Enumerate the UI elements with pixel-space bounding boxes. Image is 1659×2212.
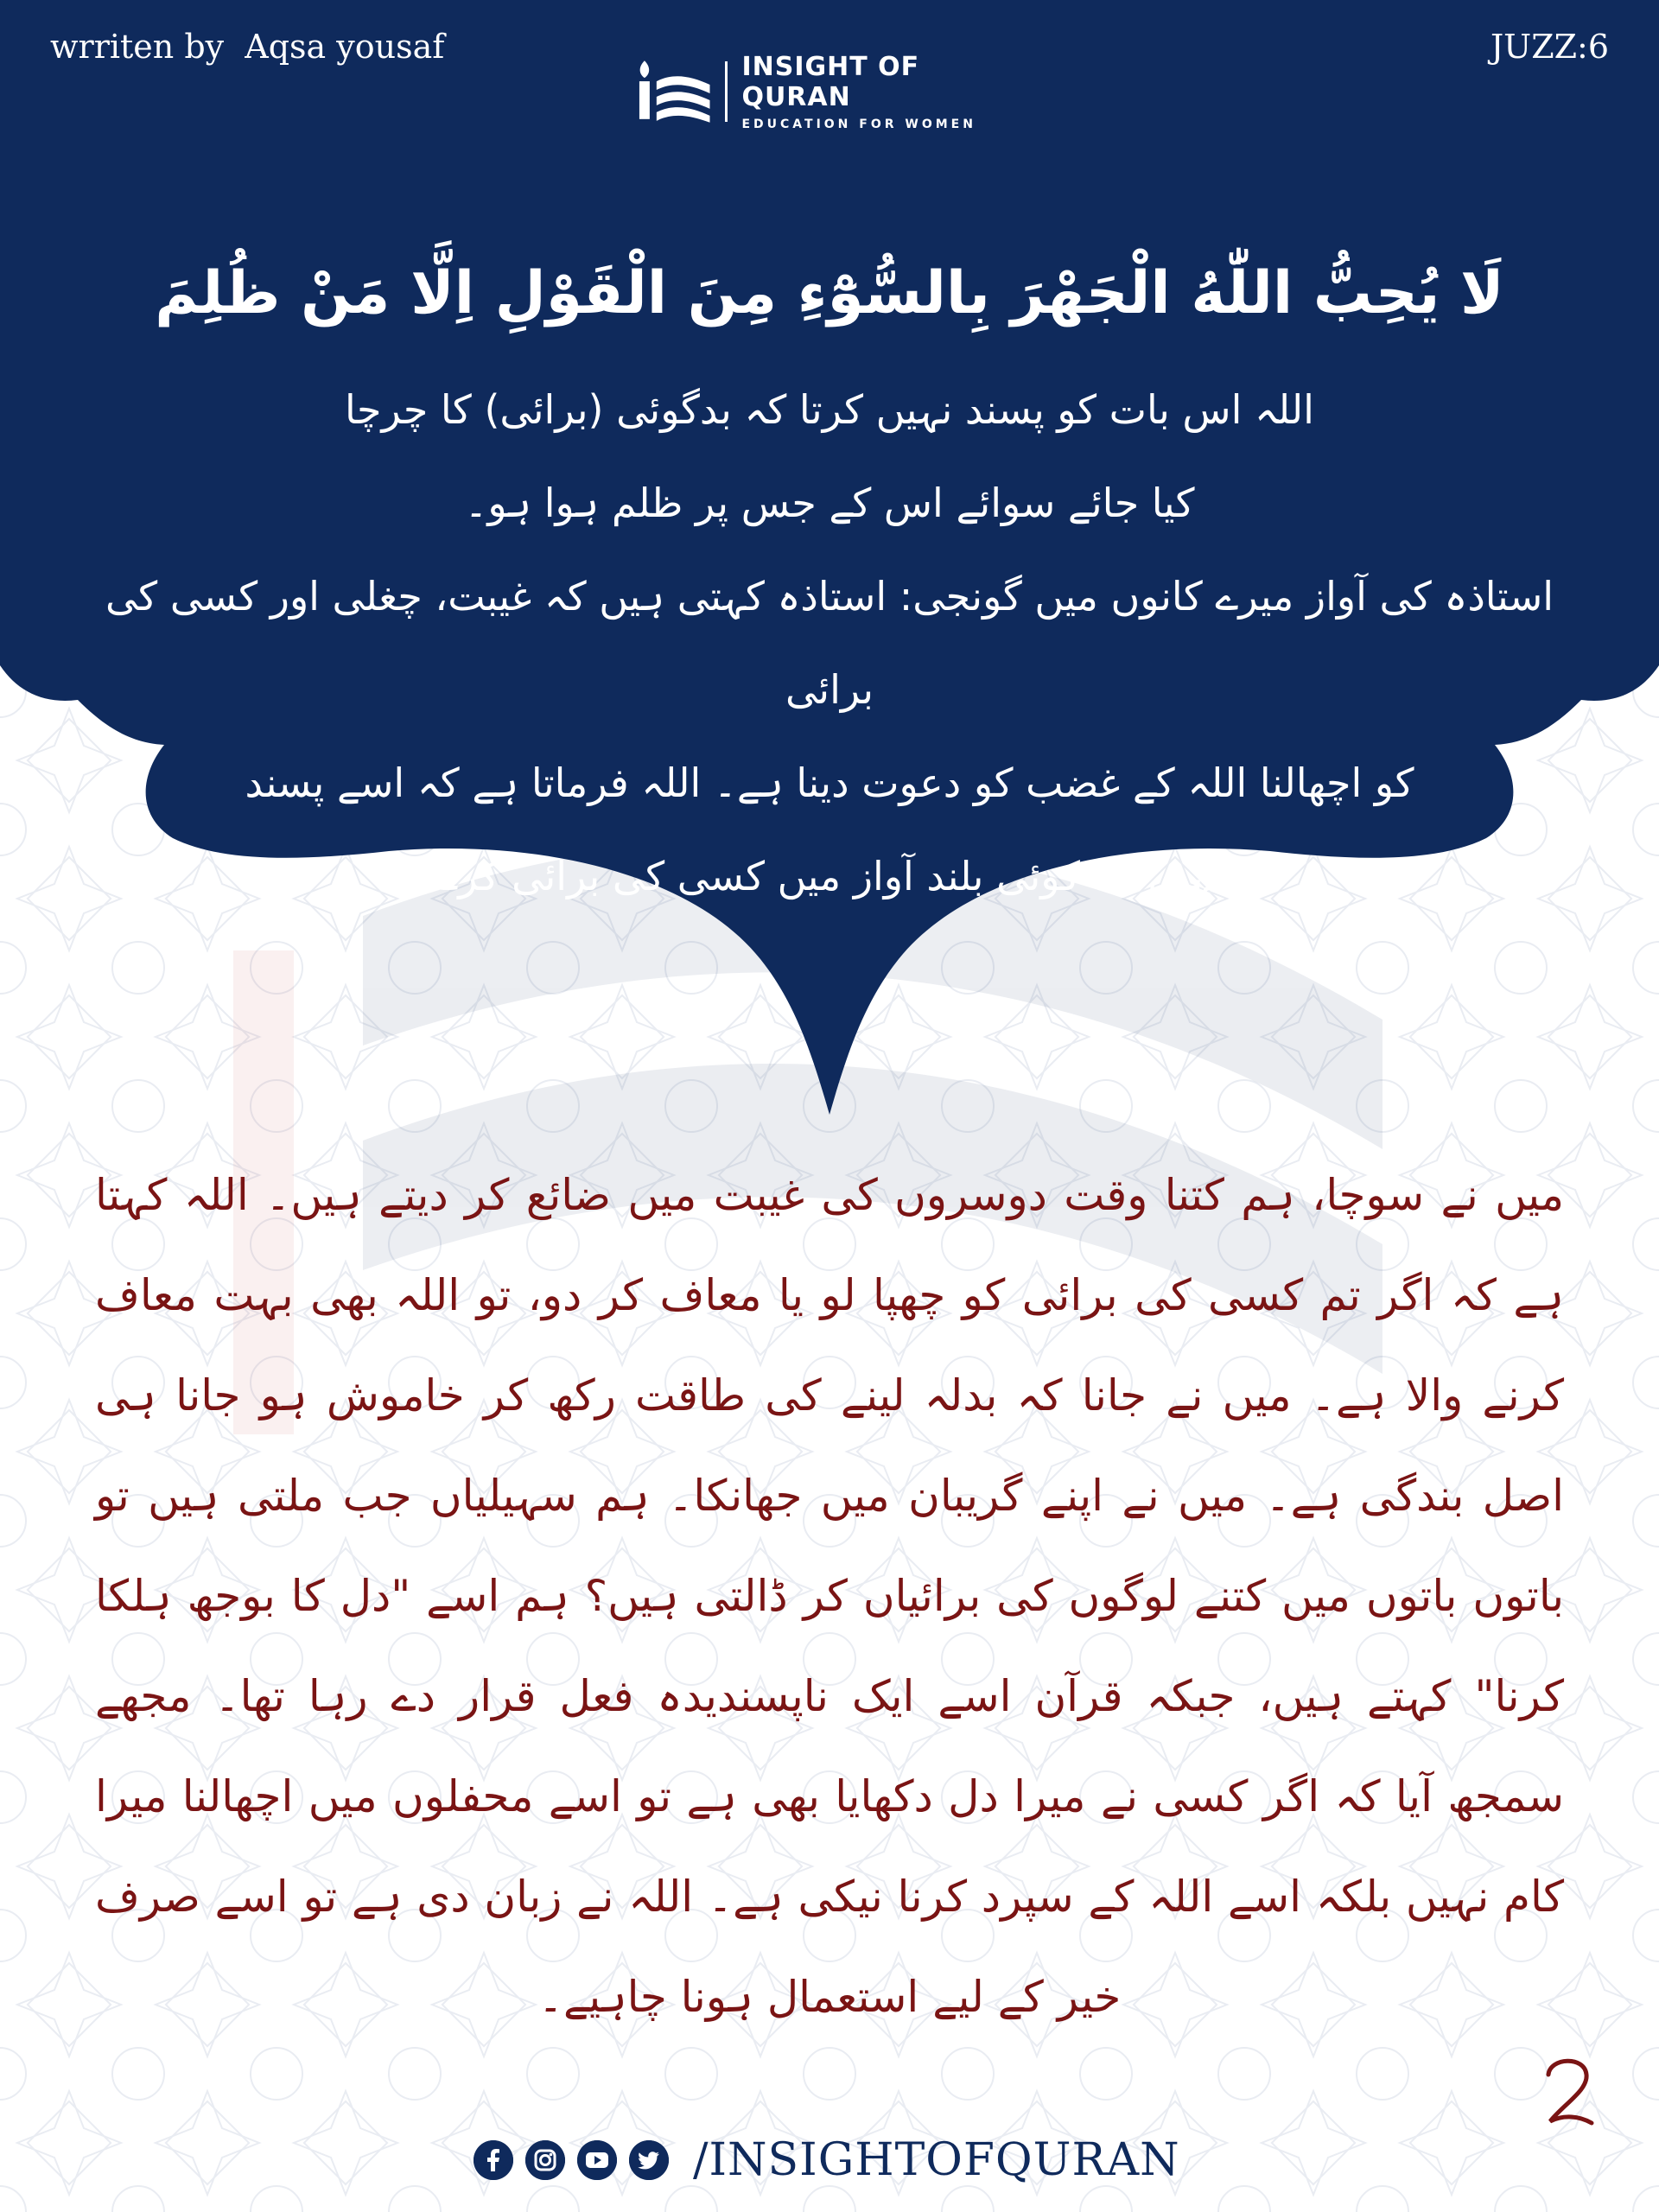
- instagram-icon[interactable]: [525, 2140, 565, 2180]
- youtube-icon[interactable]: [577, 2140, 617, 2180]
- verse-translation-line-1: اللہ اس بات کو پسند نہیں کرتا کہ بدگوئی (برائی) کا چرچا: [345, 386, 1314, 433]
- banner-paragraph-line-3: نہیں کہ کوئی بلند آواز میں کسی کی برائی کرے: [435, 853, 1224, 899]
- twitter-icon[interactable]: [629, 2140, 669, 2180]
- author-credit: wrriten by Aqsa yousaf: [50, 28, 445, 66]
- brand-logo: [631, 52, 1037, 131]
- logo-subtitle: EDUCATION FOR WOMEN: [741, 118, 976, 131]
- juzz-label: JUZZ:6: [1490, 28, 1609, 66]
- logo-divider: [725, 61, 728, 122]
- quran-verse: لَا يُحِبُّ اللّٰهُ الْجَهْرَ بِالسُّوْٓءِ مِنَ الْقَوْلِ اِلَّا مَنْ ظُلِمَ: [155, 259, 1504, 327]
- logo-title: INSIGHT OF QURAN: [741, 52, 920, 112]
- body-paragraph: میں نے سوچا، ہم کتنا وقت دوسروں کی غیبت میں ضائع کر دیتے ہیں۔ اللہ کہتا ہے کہ اگر تم کسی کی برائی کو چھپا لو یا معاف کر دو، تو اللہ بھی بہت معاف کرنے والا ہے۔ میں نے جانا کہ بدلہ لینے کی طاقت رکھ کر خاموش ہو جانا ہی اصل بندگی ہے۔ میں نے اپنے گریبان میں جھانکا۔ ہم سہیلیاں جب ملتی ہیں تو باتوں باتوں میں کتنے لوگوں کی برائیاں کر ڈالتی ہیں؟ ہم اسے "دل کا بوجھ ہلکا کرنا" کہتے ہیں، جبکہ قرآن اسے ایک ناپسندیدہ فعل قرار دے رہا تھا۔ مجھے سمجھ آیا کہ اگر کسی نے میرا دل دکھایا بھی ہے تو اسے محفلوں میں اچھالنا میرا کام نہیں بلکہ اسے اللہ کے سپرد کرنا نیکی ہے۔ اللہ نے زبان دی ہے تو اسے صرف خیر کے لیے استعمال ہونا چاہیے۔: [95, 1170, 1565, 2022]
- social-footer: [474, 2126, 1180, 2195]
- logo-mark-icon: [631, 55, 716, 128]
- page-number-2-glyph: [1538, 2052, 1599, 2130]
- banner-paragraph-line-1: استاذہ کی آواز میرے کانوں میں گونجی: استاذہ کہتی ہیں کہ غیبت، چغلی اور کسی کی برائی: [105, 573, 1554, 713]
- verse-translation-line-2: کیا جائے سوائے اس کے جس پر ظلم ہوا ہو۔: [464, 480, 1195, 526]
- banner-paragraph-line-2: کو اچھالنا اللہ کے غضب کو دعوت دینا ہے۔ اللہ فرماتا ہے کہ اسے پسند: [245, 760, 1414, 806]
- banner-text: [104, 363, 1555, 923]
- facebook-icon[interactable]: [474, 2140, 513, 2180]
- social-handle[interactable]: /INSIGHTOFQURAN: [693, 2134, 1180, 2186]
